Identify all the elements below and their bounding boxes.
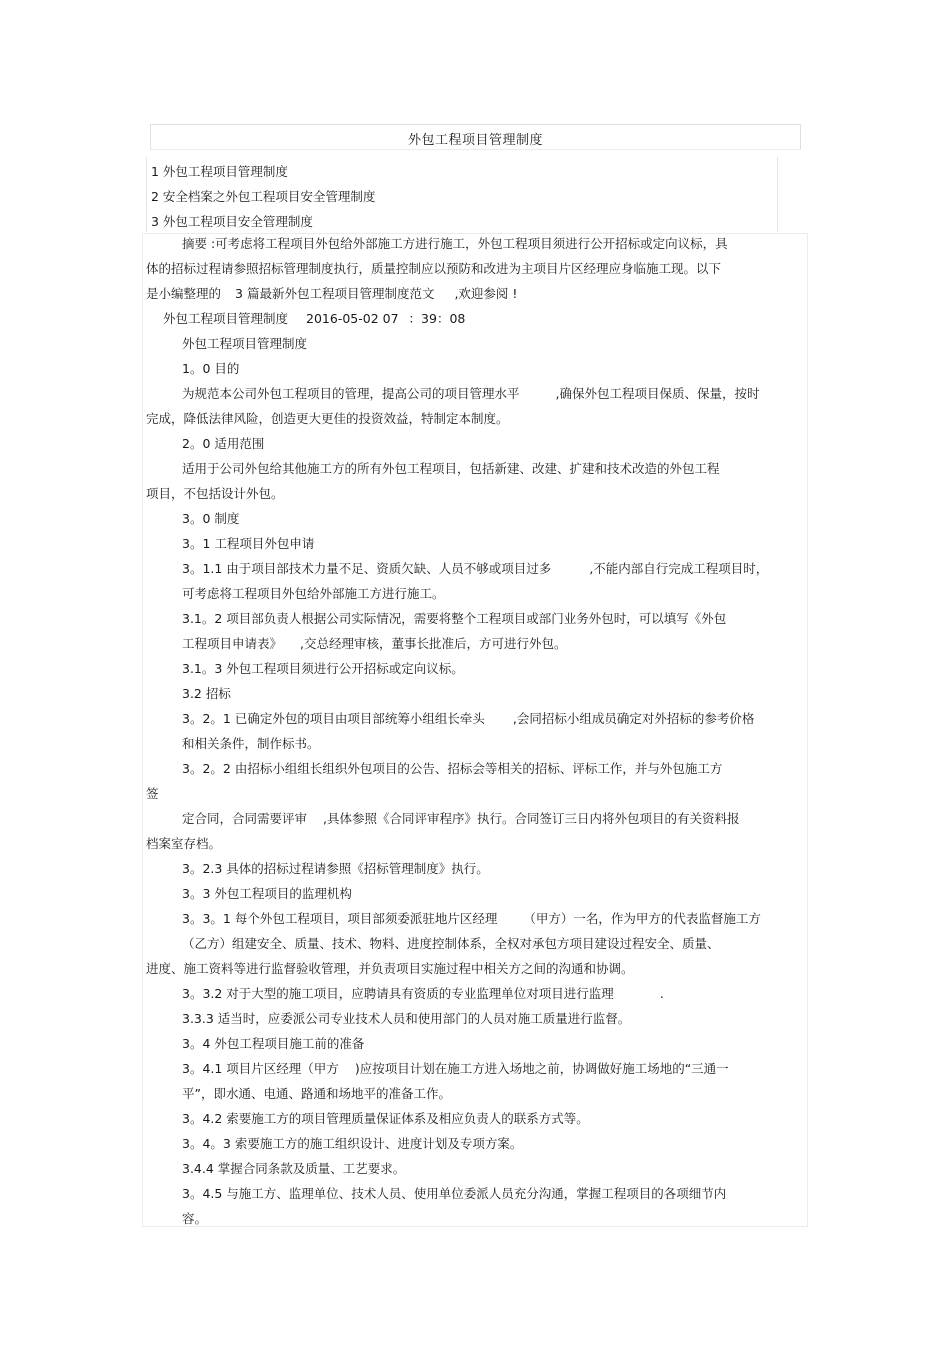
paragraph-line — [182, 986, 664, 1002]
abstract-line: 摘要 :可考虑将工程项目外包给外部施工方进行施工，外包工程项目须进行公开招标或定向议标，具 — [182, 236, 728, 251]
toc-item[interactable]: 3 外包工程项目安全管理制度 — [151, 214, 313, 229]
paragraph-line: 3。4.2 索要施工方的项目管理质量保证体系及相应负责人的联系方式等。 — [182, 1111, 589, 1126]
paragraph-line: 3.1。2 项目部负责人根据公司实际情况，需要将整个工程项目或部门业务外包时，可以填写《外包 — [182, 611, 727, 626]
paragraph-line: 可考虑将工程项目外包给外部施工方进行施工。 — [182, 586, 445, 601]
text-run: )应按项目计划在施工方进入场地之前，协调做好施工场地的“三通一 — [354, 1061, 729, 1076]
paragraph-line: 3。4。3 索要施工方的施工组织设计、进度计划及专项方案。 — [182, 1136, 523, 1151]
article-time: ：39：08 — [408, 311, 466, 326]
text-run: 为规范本公司外包工程项目的管理，提高公司的项目管理水平 — [182, 386, 520, 401]
text-run: ,确保外包工程项目保质、保量，按时 — [555, 386, 760, 401]
section-heading: 3。3 外包工程项目的监理机构 — [182, 886, 352, 901]
article-header — [163, 311, 465, 327]
paragraph-line — [182, 811, 740, 827]
toc-item[interactable]: 1 外包工程项目管理制度 — [151, 164, 288, 179]
text-run: ,交总经理审核，董事长批准后，方可进行外包。 — [300, 636, 567, 651]
paragraph-line: 3.4.4 掌握合同条款及质量、工艺要求。 — [182, 1161, 406, 1176]
text-run: 3 篇最新外包工程项目管理制度范文 — [235, 286, 435, 301]
section-heading: 3。4 外包工程项目施工前的准备 — [182, 1036, 365, 1051]
abstract-line: 体的招标过程请参照招标管理制度执行，质量控制应以预防和改进为主项目片区经理应身临施工现。以下 — [146, 261, 722, 276]
text-run: ,欢迎参阅 ! — [454, 286, 518, 301]
abstract-line — [146, 286, 517, 302]
paragraph-line: 和相关条件，制作标书。 — [182, 736, 320, 751]
paragraph-line: 容。 — [182, 1211, 208, 1226]
text-run: ,具体参照《合同评审程序》执行。合同签订三日内将外包项目的有关资料报 — [323, 811, 740, 826]
text-run: 3。3。1 每个外包工程项目，项目部须委派驻地片区经理 — [182, 911, 498, 926]
paragraph-line: 3.1。3 外包工程项目须进行公开招标或定向议标。 — [182, 661, 464, 676]
text-run: 3。1.1 由于项目部技术力量不足、资质欠缺、人员不够或项目过多 — [182, 561, 552, 576]
text-run: 是小编整理的 — [146, 286, 222, 301]
text-run: 3。2。1 已确定外包的项目由项目部统筹小组组长牵头 — [182, 711, 485, 726]
paragraph-line: 平”，即水通、电通、路通和场地平的准备工作。 — [182, 1086, 451, 1101]
text-run: 工程项目申请表》 — [182, 636, 283, 651]
paragraph-line: 3。2。2 由招标小组组长组织外包项目的公告、招标会等相关的招标、评标工作，并与外包施工方 — [182, 761, 723, 776]
section-heading: 1。0 目的 — [182, 361, 240, 376]
paragraph-line: 适用于公司外包给其他施工方的所有外包工程项目，包括新建、改建、扩建和技术改造的外包工程 — [182, 461, 720, 476]
title-frame — [150, 124, 801, 150]
paragraph-line — [182, 386, 760, 402]
text-run: 定合同，合同需要评审 — [182, 811, 308, 826]
paragraph-line: 3。4.5 与施工方、监理单位、技术人员、使用单位委派人员充分沟通，掌握工程项目的各项细节内 — [182, 1186, 727, 1201]
table-of-contents — [146, 157, 778, 232]
text-run: ,不能内部自行完成工程项目时， — [589, 561, 769, 576]
section-heading: 2。0 适用范围 — [182, 436, 265, 451]
text-run: 3。4.1 项目片区经理（甲方 — [182, 1061, 339, 1076]
text-run: 3。3.2 对于大型的施工项目，应聘请具有资质的专业监理单位对项目进行监理 — [182, 986, 614, 1001]
paragraph-line — [182, 1061, 729, 1077]
paragraph-line: （乙方）组建安全、质量、技术、物料、进度控制体系，全权对承包方项目建设过程安全、质量、 — [182, 936, 720, 951]
body-frame — [142, 233, 808, 1227]
paragraph-line: 进度、施工资料等进行监督验收管理，并负责项目实施过程中相关方之间的沟通和协调。 — [146, 961, 634, 976]
article-date: 2016-05-02 07 — [306, 311, 399, 326]
paragraph-line: 3.3.3 适当时，应委派公司专业技术人员和使用部门的人员对施工质量进行监督。 — [182, 1011, 631, 1026]
text-run: ,会同招标小组成员确定对外招标的参考价格 — [512, 711, 755, 726]
paragraph-line: 档案室存档。 — [146, 836, 222, 851]
section-heading: 外包工程项目管理制度 — [182, 336, 308, 351]
paragraph-line: 签 — [146, 786, 159, 801]
paragraph-line — [182, 561, 768, 577]
paragraph-line: 完成，降低法律风险，创造更大更佳的投资效益，特制定本制度。 — [146, 411, 509, 426]
text-run: （甲方）一名，作为甲方的代表监督施工方 — [523, 911, 761, 926]
paragraph-line: 项目，不包括设计外包。 — [146, 486, 284, 501]
document-title: 外包工程项目管理制度 — [407, 133, 543, 148]
paragraph-line: 3。2.3 具体的招标过程请参照《招标管理制度》执行。 — [182, 861, 489, 876]
paragraph-line — [182, 636, 567, 652]
section-heading: 3.2 招标 — [182, 686, 231, 701]
text-run: . — [659, 986, 664, 1001]
section-heading: 3。1 工程项目外包申请 — [182, 536, 315, 551]
toc-item[interactable]: 2 安全档案之外包工程项目安全管理制度 — [151, 189, 376, 204]
paragraph-line — [182, 911, 761, 927]
article-title: 外包工程项目管理制度 — [163, 311, 289, 326]
paragraph-line — [182, 711, 754, 727]
section-heading: 3。0 制度 — [182, 511, 240, 526]
